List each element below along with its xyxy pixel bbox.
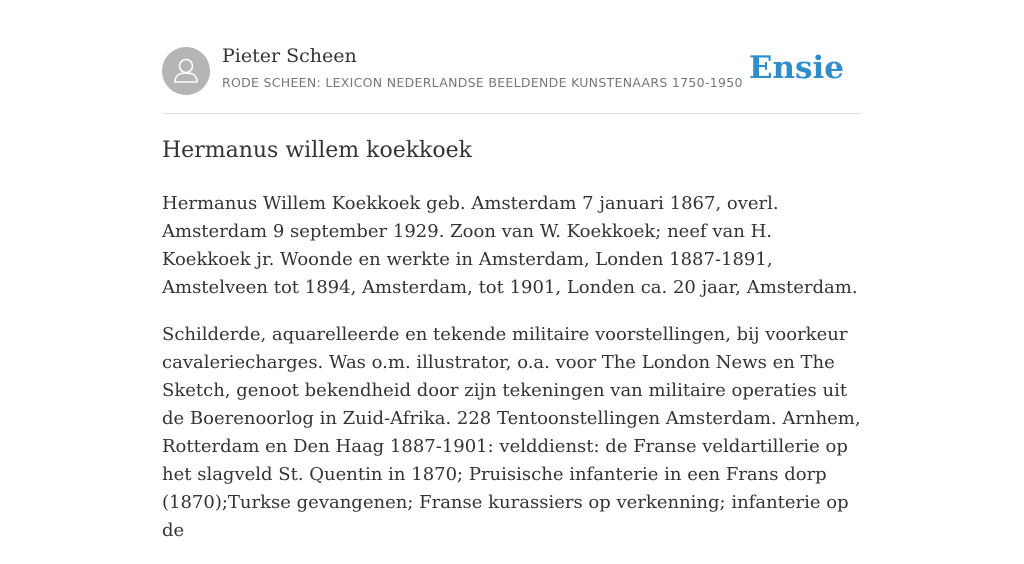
ensie-logo[interactable]: Ensie [748, 50, 844, 86]
article-body [162, 190, 862, 564]
author-name[interactable]: Pieter Scheen [222, 45, 357, 67]
source-label[interactable]: RODE SCHEEN: LEXICON NEDERLANDSE BEELDENDE KUNSTENAARS 1750-1950 [222, 75, 743, 90]
article-container [162, 0, 862, 541]
user-icon [162, 47, 210, 95]
article-paragraph: Schilderde, aquarelleerde en tekende militaire voorstellingen, bij voorkeur cavaleriecharges. Was o.m. illustrator, o.a. voor The London News en The Sketch, genoot bekendheid door zijn tekeningen van militaire operaties uit de Boerenoorlog in Zuid-Afrika. 228 Tentoonstellingen Amsterdam. Arnhem, Rotterdam en Den Haag 1887-1901: velddienst: de Franse veldartillerie op het slagveld St. Quentin in 1870; Pruisische infanterie in een Frans dorp (1870);Turkse gevangenen; Franse kurassiers op verkenning; infanterie op de [162, 324, 861, 541]
article-header [162, 0, 862, 114]
article-title: Hermanus willem koekkoek [162, 138, 472, 163]
article-paragraph: Hermanus Willem Koekkoek geb. Amsterdam 7 januari 1867, overl. Amsterdam 9 september 1929. Zoon van W. Koekkoek; neef van H. Koekkoek jr. Woonde en werkte in Amsterdam, Londen 1887-1891, Amstelveen tot 1894, Amsterdam, tot 1901, Londen ca. 20 jaar, Amsterdam. [162, 193, 858, 298]
author-avatar[interactable] [162, 47, 210, 95]
